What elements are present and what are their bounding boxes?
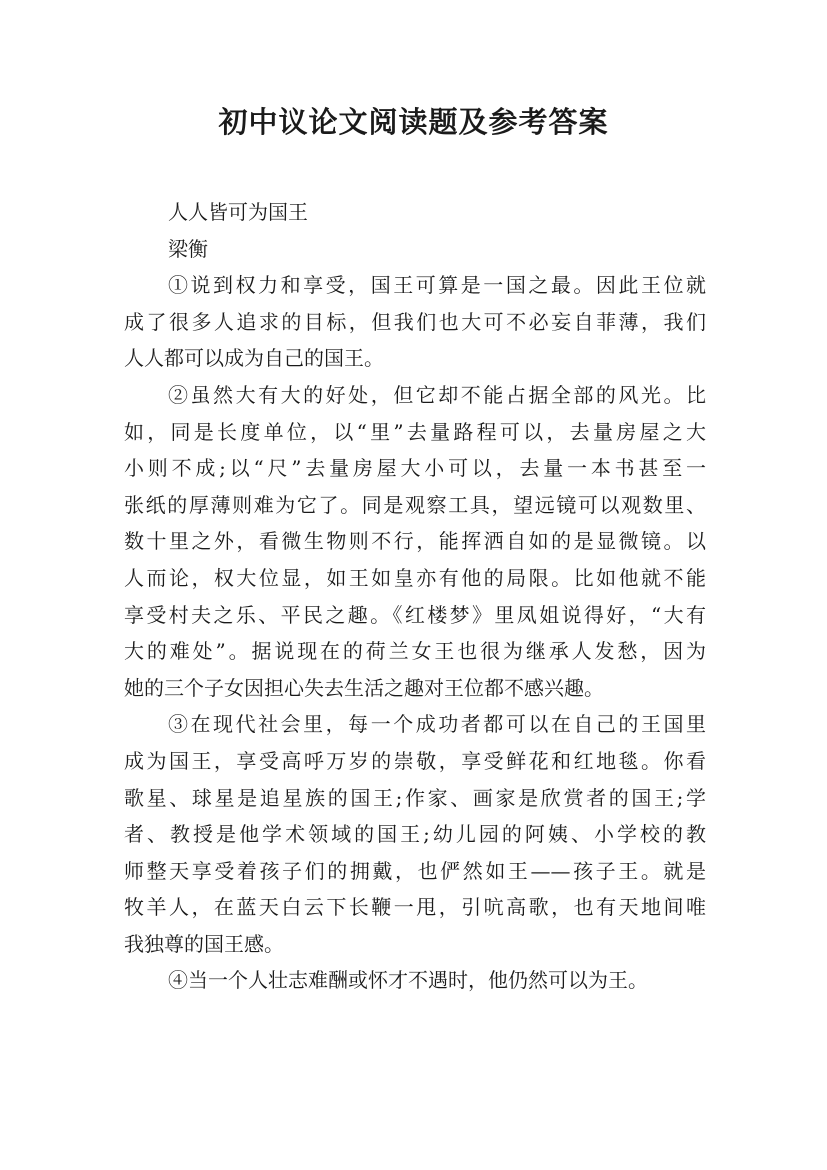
paragraph-3-line-4: 者、教授是他学术领域的国王;幼儿园的阿姨、小学校的教 [124,822,706,847]
essay-author: 梁衡 [168,236,208,261]
paragraph-3-line-1: ③在现代社会里，每一个成功者都可以在自己的王国里 [168,712,706,737]
paragraph-2-line-7: 享受村夫之乐、平民之趣。《红楼梦》里凤姐说得好，“大有 [124,602,706,627]
paragraph-4-line-1: ④当一个人壮志难酬或怀才不遇时，他仍然可以为王。 [168,968,648,993]
document-title: 初中议论文阅读题及参考答案 [218,105,609,139]
document-body [124,194,706,999]
paragraph-2-line-3: 小则不成;以“尺”去量房屋大小可以，去量一本书甚至一 [124,456,706,481]
paragraph-2-line-9: 她的三个子女因担心失去生活之趣对王位都不感兴趣。 [124,675,604,700]
paragraph-2-line-1: ②虽然大有大的好处，但它却不能占据全部的风光。比 [168,382,706,407]
paragraph-2-line-6: 人而论，权大位显，如王如皇亦有他的局限。比如他就不能 [124,565,706,590]
paragraph-3-line-3: 歌星、球星是追星族的国王;作家、画家是欣赏者的国王;学 [124,785,706,810]
essay-title: 人人皆可为国王 [168,200,308,224]
paragraph-1-line-1: ①说到权力和享受，国王可算是一国之最。因此王位就 [168,273,706,298]
paragraph-3-line-7: 我独尊的国王感。 [124,931,284,956]
paragraph-2-line-2: 如，同是长度单位，以“里”去量路程可以，去量房屋之大 [124,419,706,444]
paragraph-2-line-5: 数十里之外，看微生物则不行，能挥洒自如的是显微镜。以 [124,529,706,554]
paragraph-1-line-3: 人人都可以成为自己的国王。 [124,346,384,371]
paragraph-1-line-2: 成了很多人追求的目标，但我们也大可不必妄自菲薄，我们 [124,309,706,334]
paragraph-3-line-6: 牧羊人，在蓝天白云下长鞭一甩，引吭高歌，也有天地间唯 [124,895,706,920]
paragraph-2-line-8: 大的难处”。据说现在的荷兰女王也很为继承人发愁，因为 [124,639,706,664]
paragraph-2-line-4: 张纸的厚薄则难为它了。同是观察工具，望远镜可以观数里、 [124,492,706,517]
paragraph-3-line-5: 师整天享受着孩子们的拥戴，也俨然如王——孩子王。就是 [124,858,706,883]
paragraph-3-line-2: 成为国王，享受高呼万岁的崇敬，享受鲜花和红地毯。你看 [124,748,706,773]
